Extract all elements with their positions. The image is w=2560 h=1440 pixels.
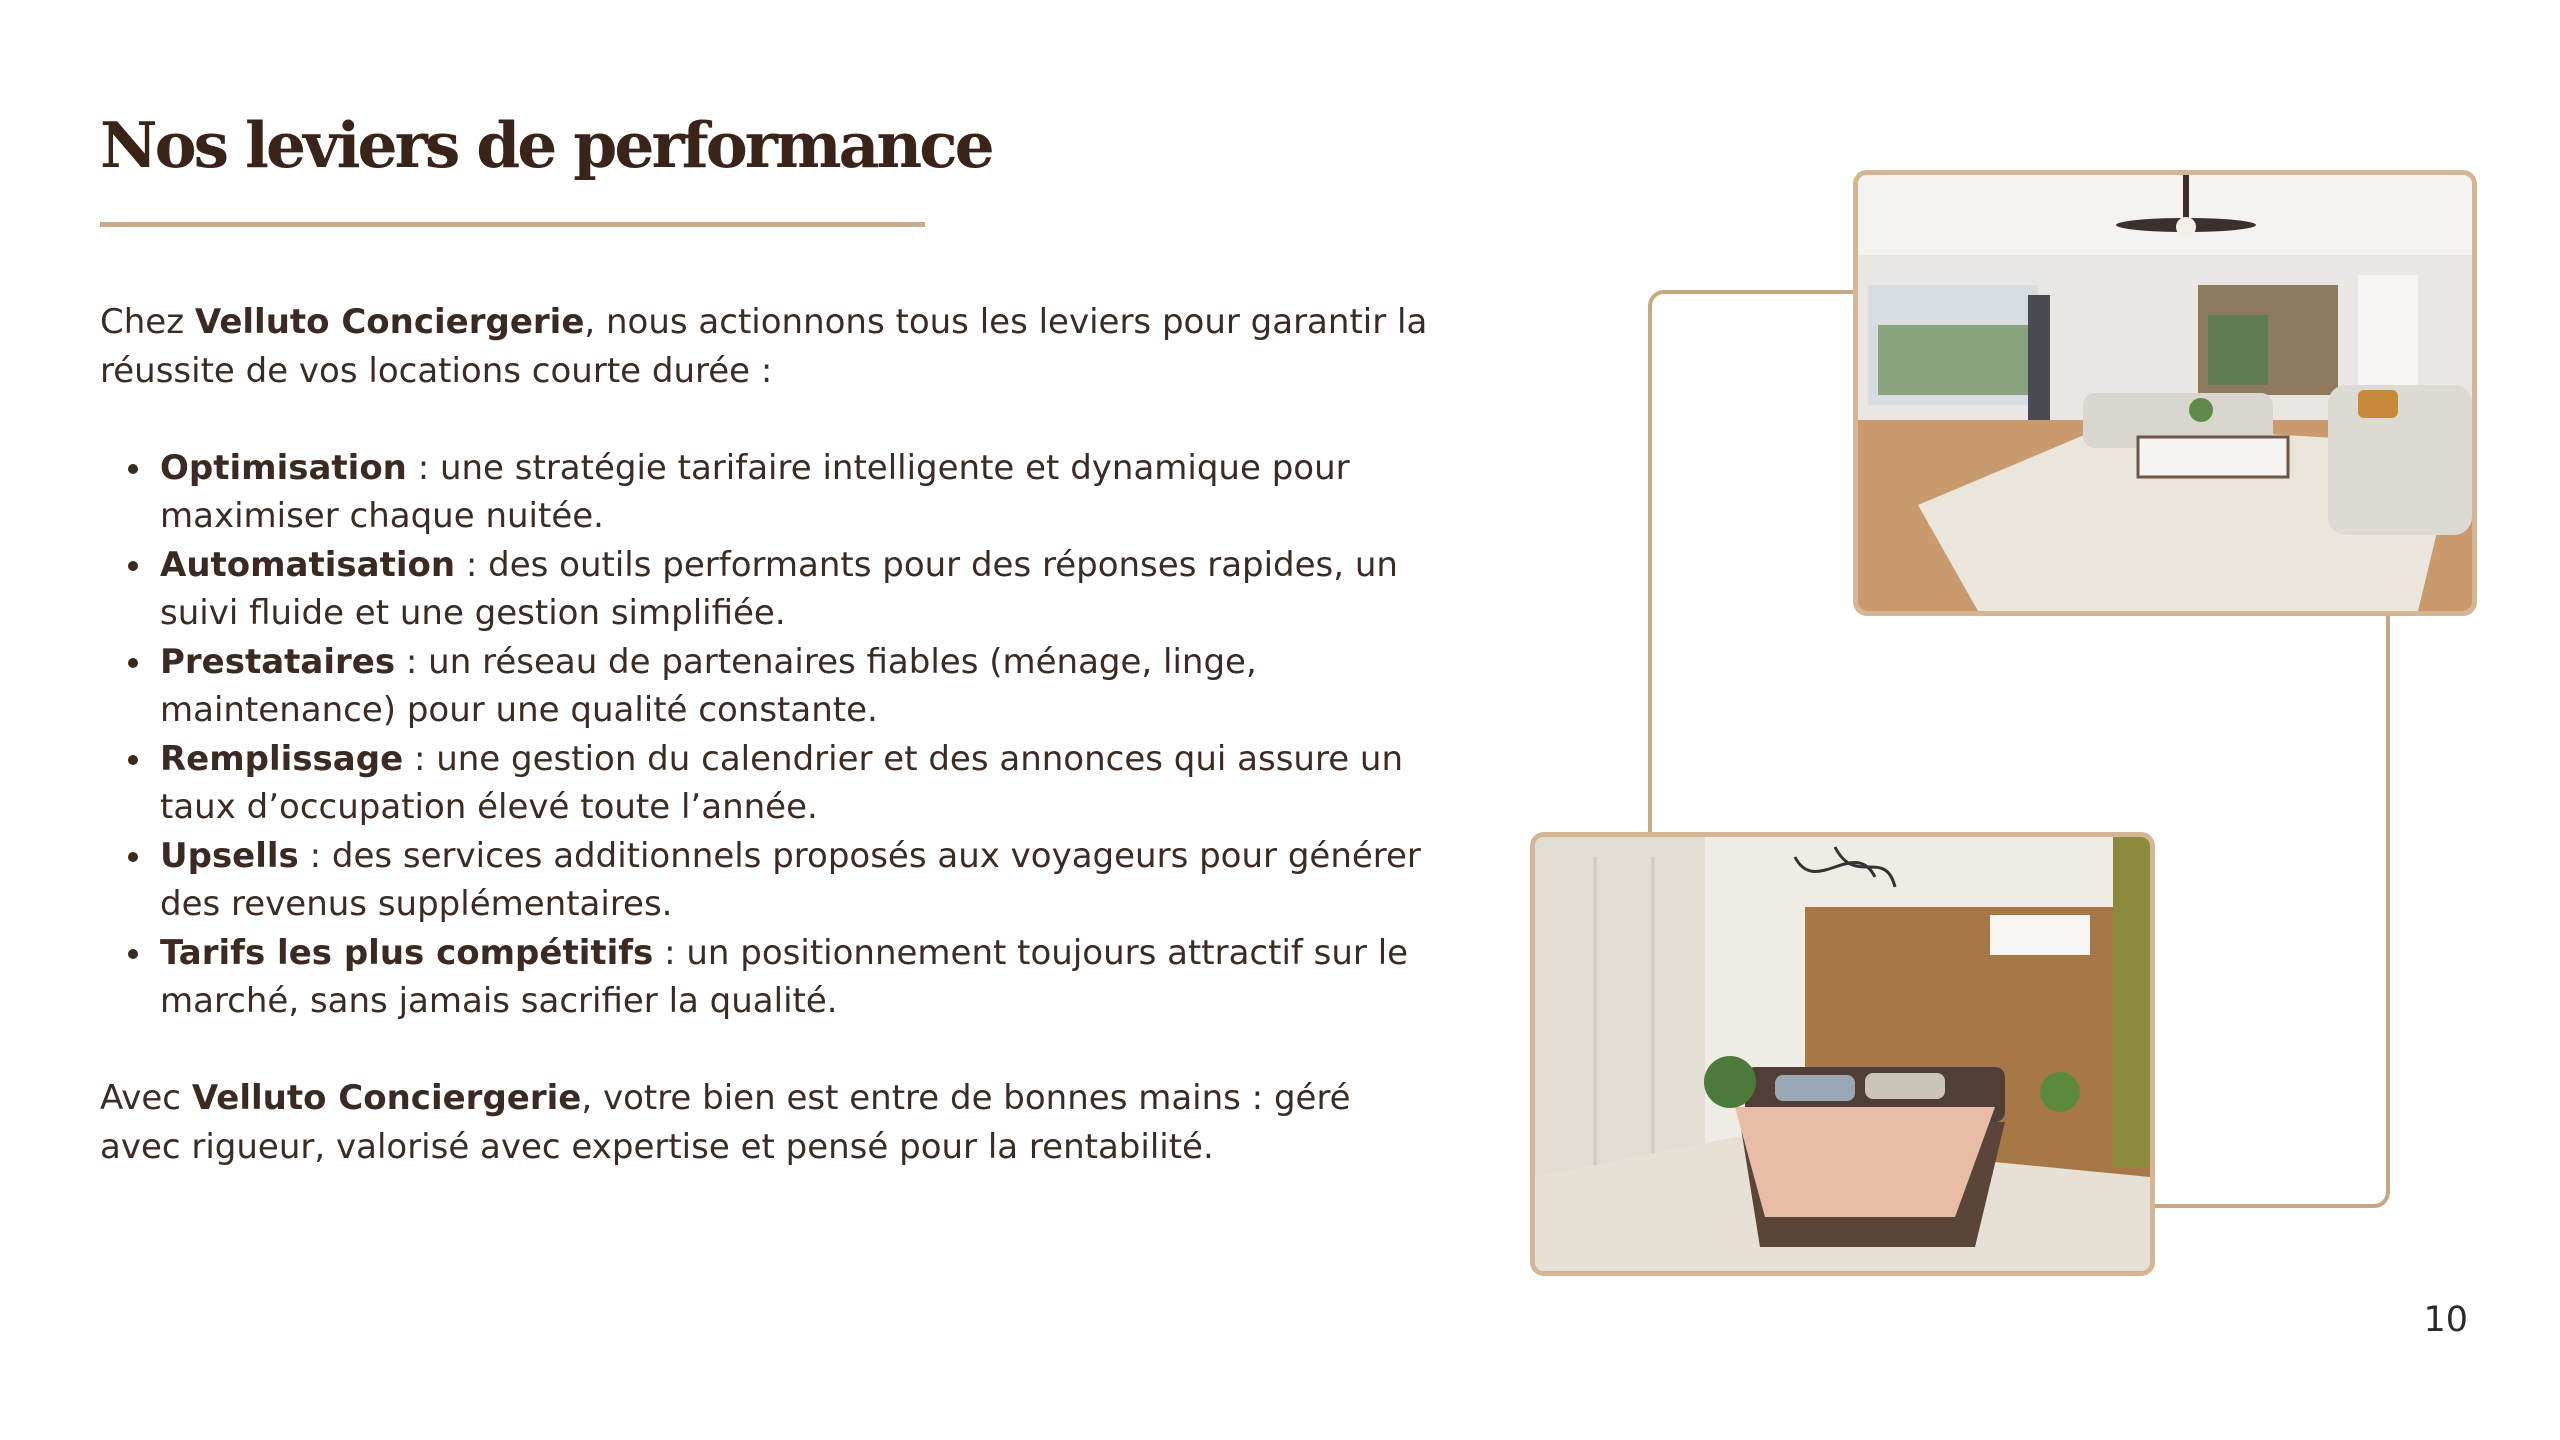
lever-label: Prestataires — [160, 641, 396, 682]
lever-label: Remplissage — [160, 738, 404, 779]
living-room-photo — [1853, 170, 2477, 616]
levers-list — [100, 444, 1430, 1026]
body-text — [100, 298, 1430, 1171]
lever-text: : des outils performants pour des réponses rapides, un suivi fluide et une gestion simplifiée. — [160, 544, 1398, 633]
intro-paragraph: Chez Velluto Conciergerie, nous actionnons tous les leviers pour garantir la réussite de vos locations courte durée : — [100, 302, 1428, 391]
lever-text: : un positionnement toujours attractif sur le marché, sans jamais sacrifier la qualité. — [160, 932, 1409, 1021]
lever-text: : une stratégie tarifaire intelligente et dynamique pour maximiser chaque nuitée. — [160, 447, 1350, 536]
lever-text: : un réseau de partenaires fiables (ménage, linge, maintenance) pour une qualité constante. — [160, 641, 1257, 730]
list-item — [100, 929, 1430, 1026]
list-item — [100, 444, 1430, 541]
lever-label: Upsells — [160, 835, 299, 876]
title-underline — [100, 222, 925, 227]
list-item — [100, 638, 1430, 735]
page-number: 10 — [2423, 1300, 2468, 1340]
lever-text: : des services additionnels proposés aux voyageurs pour générer des revenus supplémentaires. — [160, 835, 1421, 924]
list-item — [100, 735, 1430, 832]
brand-name: Velluto Conciergerie — [191, 1078, 582, 1118]
closing-paragraph: Avec Velluto Conciergerie, votre bien est entre de bonnes mains : géré avec rigueur, valorisé avec expertise et pensé pour la rentabilité. — [100, 1078, 1351, 1167]
list-item — [100, 541, 1430, 638]
brand-name: Velluto Conciergerie — [194, 302, 585, 342]
bedroom-photo — [1530, 832, 2155, 1276]
lever-label: Tarifs les plus compétitifs — [160, 932, 654, 973]
lever-label: Optimisation — [160, 447, 407, 488]
list-item — [100, 832, 1430, 929]
lever-text: : une gestion du calendrier et des annonces qui assure un taux d’occupation élevé toute l’année. — [160, 738, 1404, 827]
lever-label: Automatisation — [160, 544, 456, 585]
slide-title: Nos leviers de performance — [100, 108, 992, 182]
